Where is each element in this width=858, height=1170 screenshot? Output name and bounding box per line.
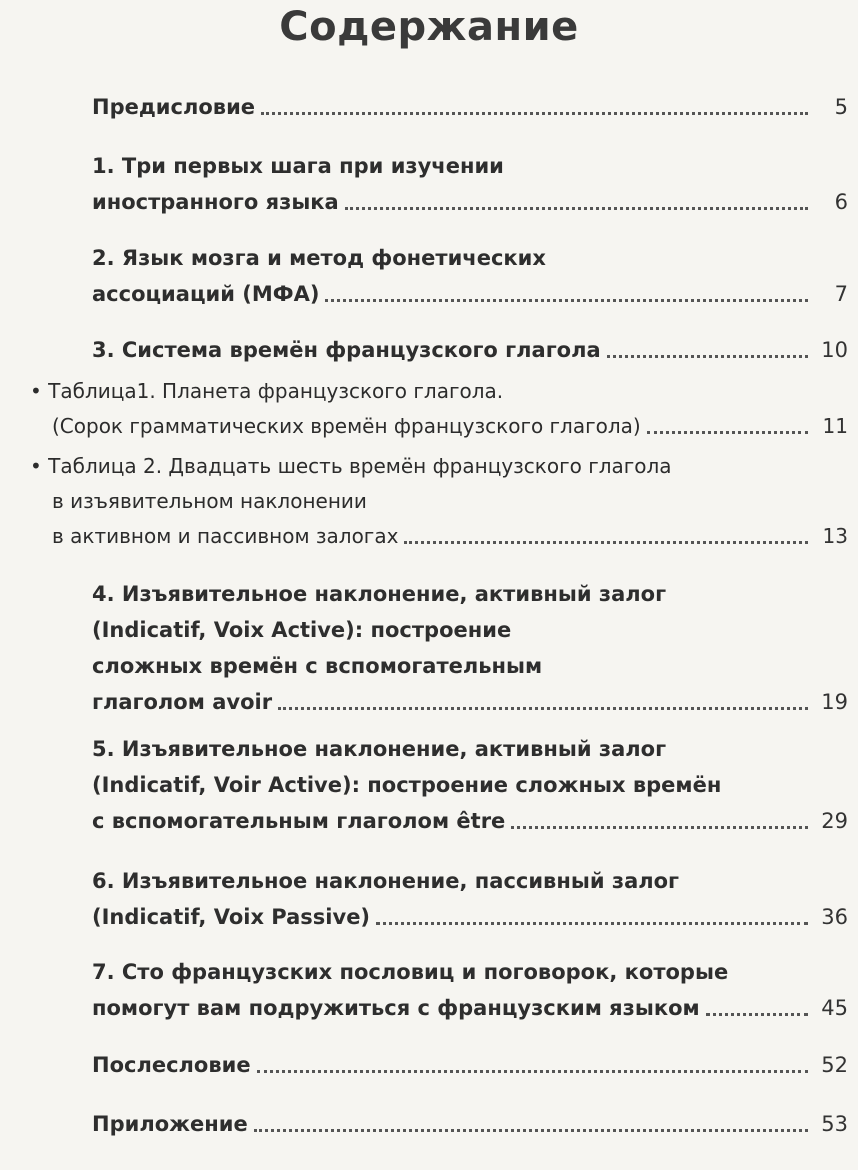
dot-leader (607, 355, 808, 358)
dot-leader (706, 1013, 808, 1016)
toc-entry-text: 4. Изъявительное наклонение, активный залог (92, 582, 667, 606)
toc-entry-chapter-7 (92, 954, 848, 1026)
toc-entry-text: 5. Изъявительное наклонение, активный залог (92, 737, 667, 761)
dot-leader (278, 707, 808, 710)
toc-entry-text: 6. Изъявительное наклонение, пассивный залог (92, 869, 680, 893)
toc-entry-text: 7. Сто французских пословиц и поговорок, которые (92, 960, 729, 984)
page-number: 6 (834, 190, 848, 214)
dot-leader (254, 1129, 808, 1132)
toc-entry-text: (Сорок грамматических времён французского глагола) (52, 414, 641, 438)
page-number: 10 (821, 338, 848, 362)
toc-entry-text: (Indicatif, Voir Active): построение сложных времён (92, 773, 722, 797)
page-number: 36 (821, 905, 848, 929)
page-number: 7 (834, 282, 848, 306)
page-number: 53 (821, 1112, 848, 1136)
toc-entry-appendix (92, 1106, 848, 1142)
toc-entry-text: помогут вам подружиться с французским языком (92, 996, 700, 1020)
toc-entry-text: (Indicatif, Voix Passive) (92, 905, 371, 929)
toc-entry-preface (92, 89, 848, 125)
toc-entry-text: 1. Три первых шага при изучении (92, 154, 504, 178)
toc-entry-text: глаголом avoir (92, 690, 273, 714)
toc-entry-text: Послесловие (92, 1053, 251, 1077)
toc-entry-text: (Indicatif, Voix Active): построение (92, 618, 512, 642)
page-number: 5 (834, 95, 848, 119)
page-title: Содержание (279, 4, 579, 50)
toc-entry-text: Предисловие (92, 95, 256, 119)
dot-leader (257, 1070, 808, 1073)
dot-leader (261, 112, 808, 115)
dot-leader (511, 826, 808, 829)
toc-entry-text: в изъявительном наклонении (52, 489, 367, 513)
toc-entry-text: в активном и пассивном залогах (52, 524, 399, 548)
toc-entry-text: • Таблица 2. Двадцать шесть времён французского глагола (30, 454, 672, 478)
toc-entry-text: 2. Язык мозга и метод фонетических (92, 246, 546, 270)
dot-leader (404, 541, 808, 544)
toc-entry-text: ассоциаций (МФА) (92, 282, 320, 306)
page-number: 19 (821, 690, 848, 714)
page-number: 13 (822, 524, 848, 548)
toc-entry-text: сложных времён с вспомогательным (92, 654, 543, 678)
dot-leader (325, 299, 808, 302)
page-number: 52 (821, 1053, 848, 1077)
toc-entry-text: Приложение (92, 1112, 248, 1136)
toc-entry-chapter-5 (92, 731, 848, 839)
page-number: 11 (822, 414, 848, 438)
toc-entry-chapter-6 (92, 863, 848, 935)
toc-entry-text: 3. Система времён французского глагола (92, 338, 601, 362)
toc-entry-table-1 (30, 374, 848, 444)
toc-entry-chapter-4 (92, 576, 848, 720)
toc-entry-text: иностранного языка (92, 190, 339, 214)
toc-entry-chapter-3 (92, 332, 848, 368)
toc-entry-text: с вспомогательным глаголом être (92, 809, 506, 833)
dot-leader (376, 922, 808, 925)
page-number: 45 (821, 996, 848, 1020)
toc-entry-text: • Таблица1. Планета французского глагола. (30, 379, 504, 403)
toc-entry-afterword (92, 1047, 848, 1083)
toc-entry-table-2 (30, 449, 848, 554)
dot-leader (647, 431, 808, 434)
dot-leader (345, 207, 808, 210)
toc-entry-chapter-2 (92, 240, 848, 312)
toc-entry-chapter-1 (92, 148, 848, 220)
page-number: 29 (821, 809, 848, 833)
